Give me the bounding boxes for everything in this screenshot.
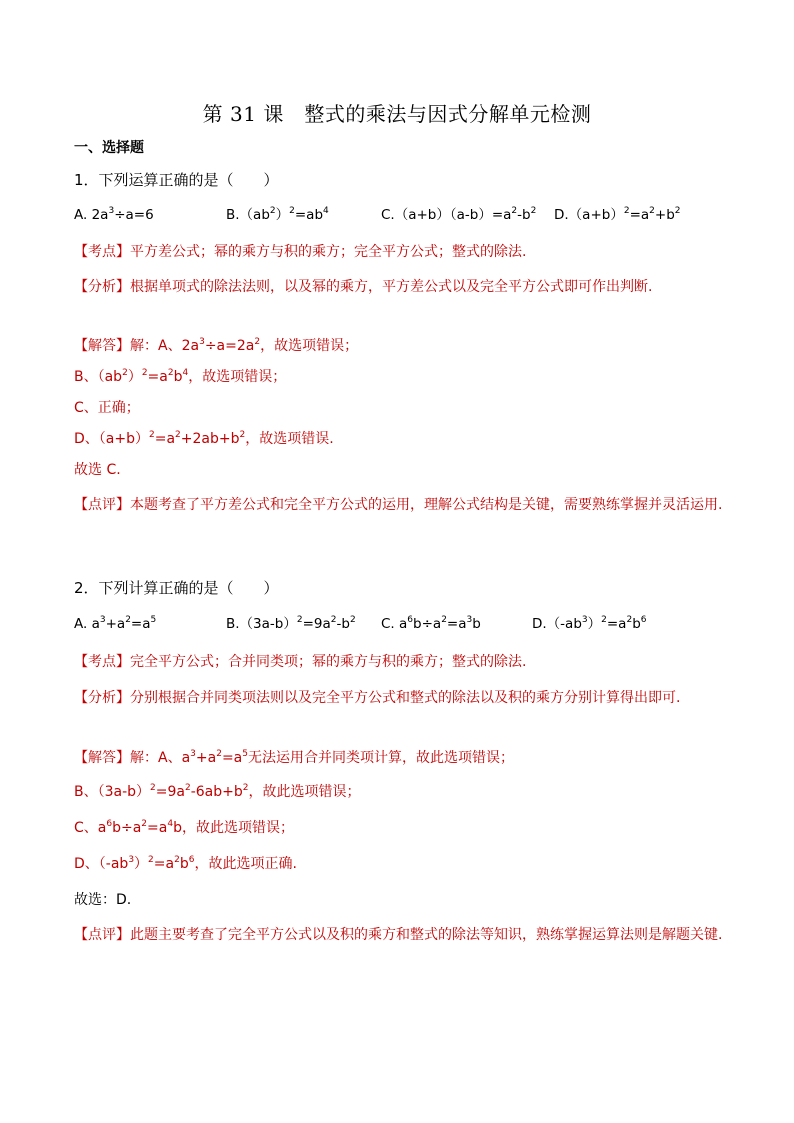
q2-option-c: C. $a^6b\div a^2=a^3b$ bbox=[381, 615, 481, 632]
q2-jieda-d: D、$(-ab^3)^2=a^2b^6$，故此选项正确. bbox=[74, 855, 297, 872]
q2-dianping: 【点评】此题主要考查了完全平方公式以及积的乘方和整式的除法等知识，熟练掌握运算法则是解题关键. bbox=[74, 927, 723, 943]
q2-jieda-b: B、$(3a-b)^2=9a^2-6ab+b^2$，故此选项错误； bbox=[74, 783, 361, 800]
q2-jieda-a: 【解答】解：A、$a^3+a^2=a^5$无法运用合并同类项计算，故此选项错误； bbox=[74, 749, 514, 766]
q1-dianping: 【点评】本题考查了平方差公式和完全平方公式的运用，理解公式结构是关键，需要熟练掌握并灵活运用. bbox=[74, 497, 723, 513]
q1-jieda-a: 【解答】解：A、$2a^3\div a=2a^2$，故选项错误； bbox=[74, 337, 359, 354]
q2-option-a: A. $a^3+a^2=a^5$ bbox=[74, 615, 157, 632]
q1-option-b: $B.(ab^2)^2=ab^4$ bbox=[226, 206, 329, 223]
q1-jieda-c: C、正确； bbox=[74, 400, 140, 416]
q2-fenxi: 【分析】分别根据合并同类项法则以及完全平方公式和整式的除法以及积的乘方分别计算得出即可. bbox=[74, 690, 681, 706]
q2-jieda-c: C、$a^6b\div a^2=a^4b$，故此选项错误； bbox=[74, 819, 294, 836]
q2-option-d: $D.(-ab^3)^2=a^2b^6$ bbox=[532, 615, 647, 632]
q1-option-a: A. $2a^3\div a=6$ bbox=[74, 206, 154, 223]
q1-answer: 故选 C. bbox=[74, 462, 121, 478]
q1-kaodian: 【考点】平方差公式；幂的乘方与积的乘方；完全平方公式；整式的除法. bbox=[74, 244, 527, 260]
q2-answer: 故选：D. bbox=[74, 892, 132, 908]
q1-fenxi: 【分析】根据单项式的除法法则，以及幂的乘方，平方差公式以及完全平方公式即可作出判断. bbox=[74, 279, 653, 295]
page-title: 第 31 课 整式的乘法与因式分解单元检测 bbox=[202, 102, 592, 126]
q1-jieda-b: B、$(ab^2)^2=a^2b^4$，故选项错误； bbox=[74, 368, 287, 385]
q1-option-c: $C.(a+b)(a-b)=a^2-b^2$ bbox=[381, 206, 537, 223]
q1-jieda-d: D、$(a+b)^2=a^2+2ab+b^2$，故选项错误. bbox=[74, 430, 334, 447]
q2-kaodian: 【考点】完全平方公式；合并同类项；幂的乘方与积的乘方；整式的除法. bbox=[74, 654, 527, 670]
section-heading: 一、选择题 bbox=[74, 140, 144, 156]
q2-option-b: $B.(3a-b)^2=9a^2-b^2$ bbox=[226, 615, 356, 632]
q2-stem: 2．下列计算正确的是（ ） bbox=[74, 579, 279, 597]
q1-stem: 1．下列运算正确的是（ ） bbox=[74, 171, 279, 189]
q1-option-d: $D.(a+b)^2=a^2+b^2$ bbox=[554, 206, 681, 223]
